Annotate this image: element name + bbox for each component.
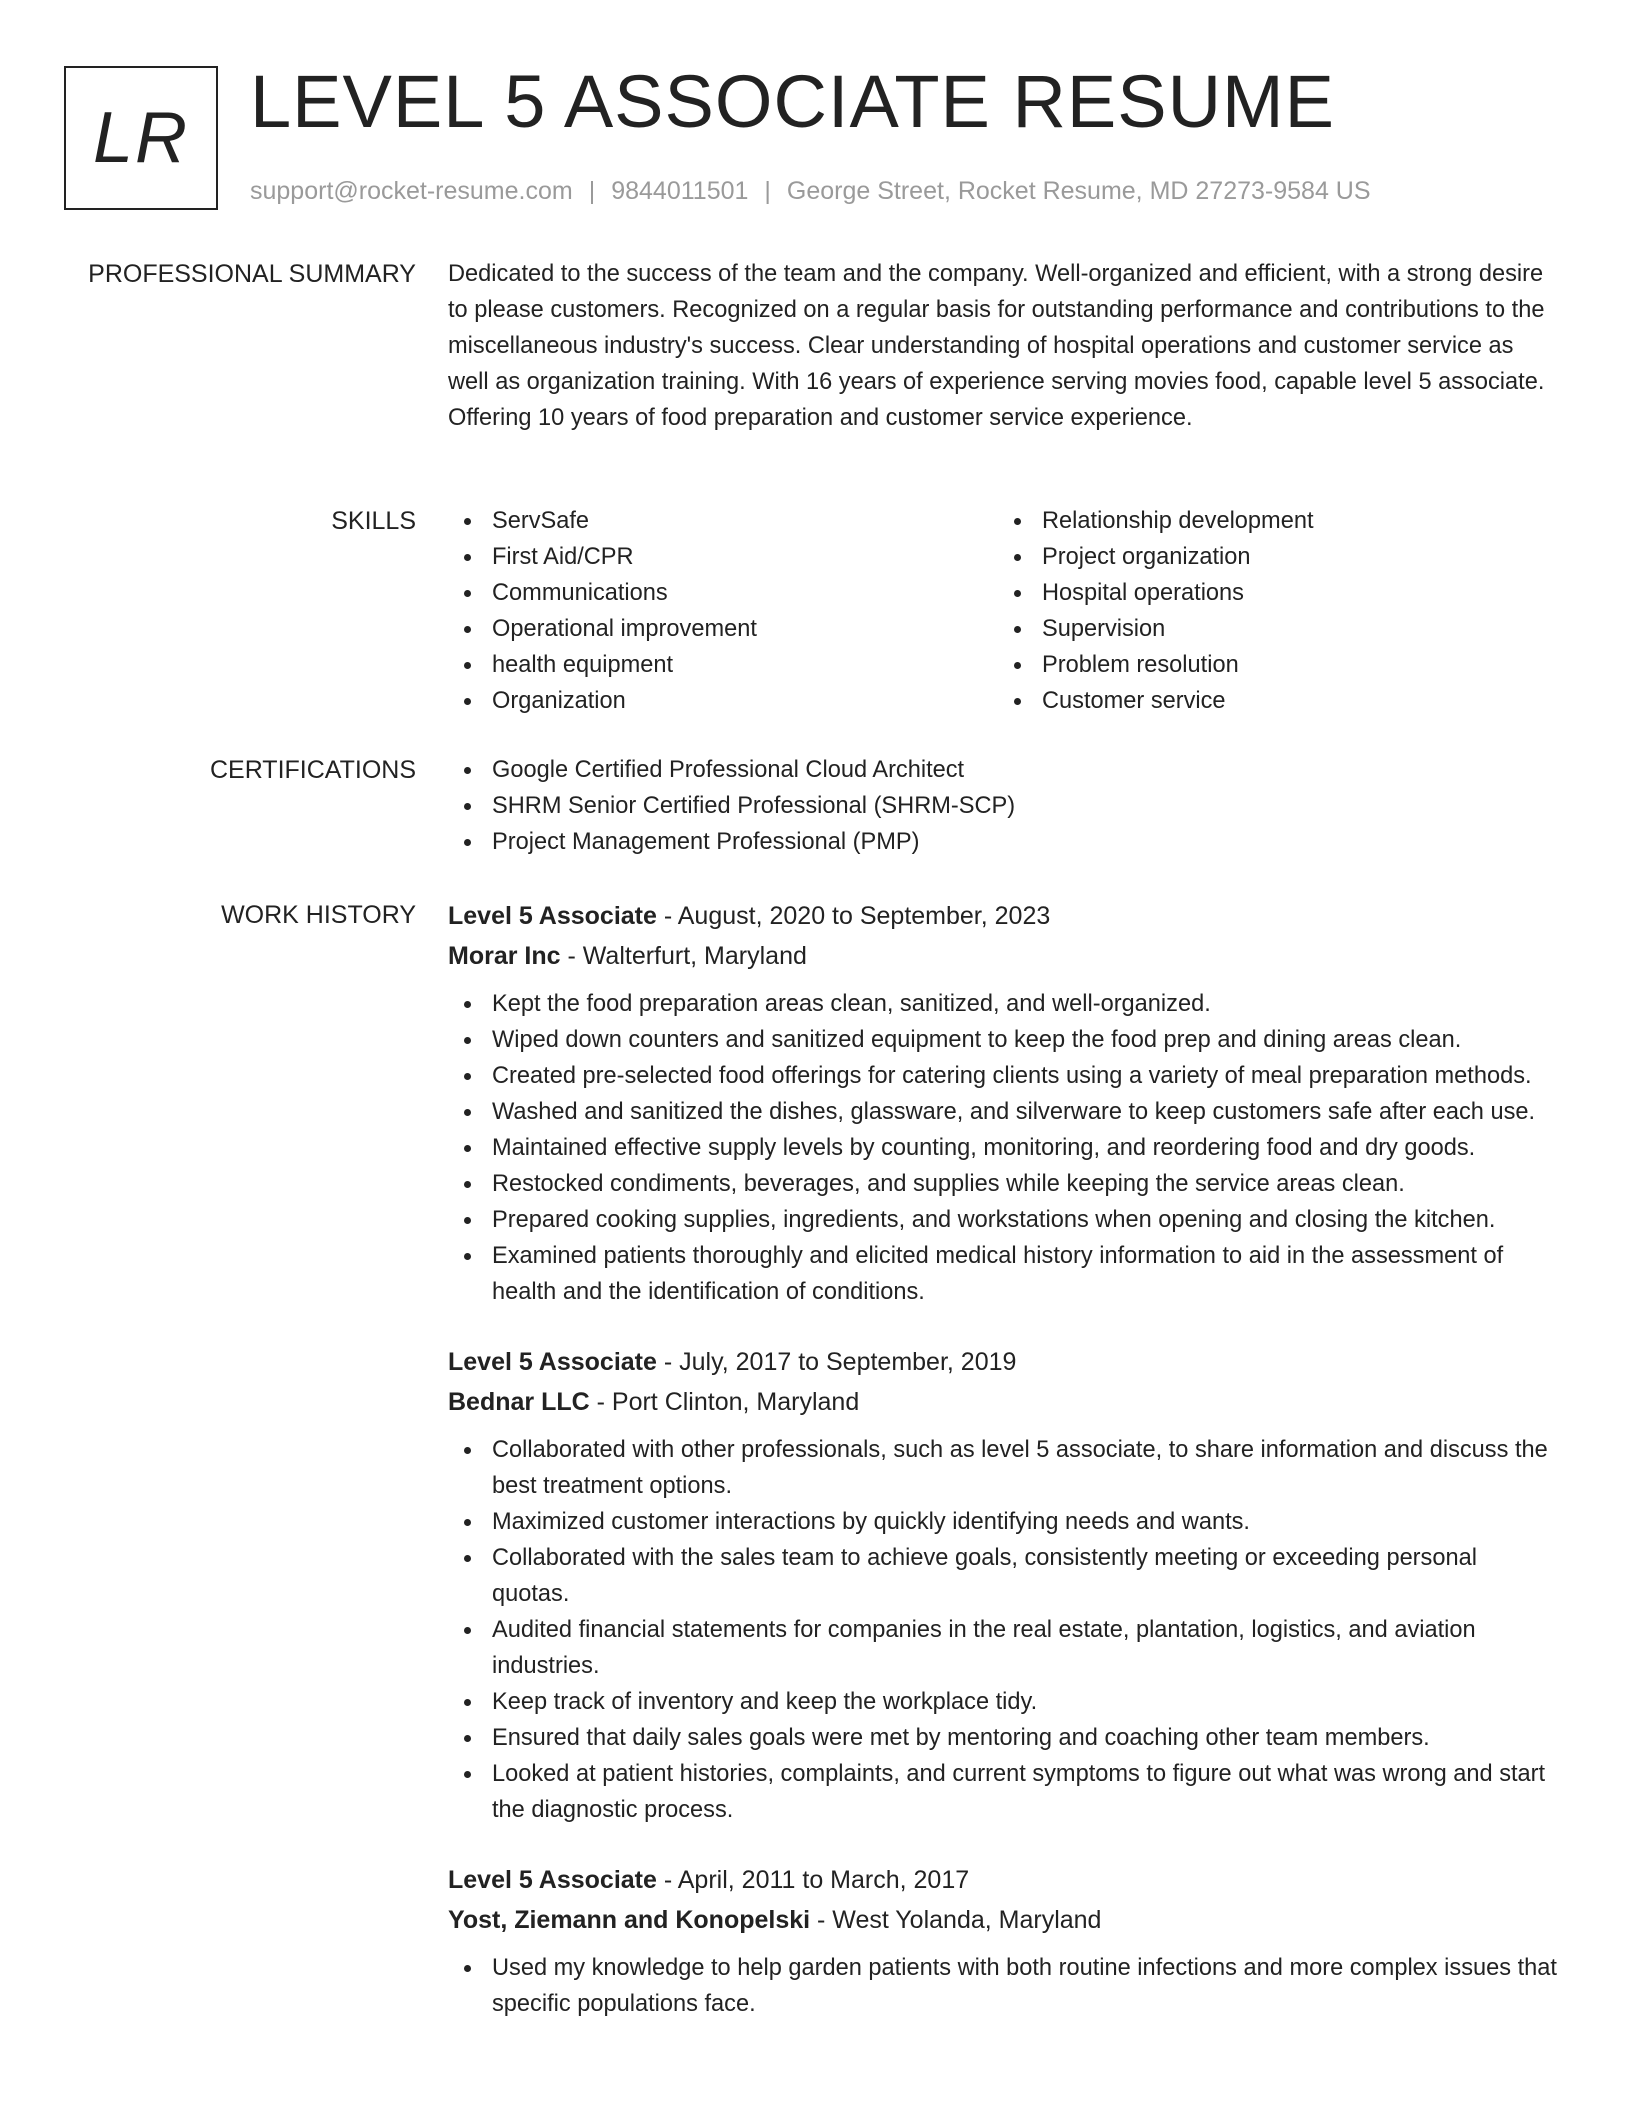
job-location: - Walterfurt, Maryland — [560, 942, 807, 970]
job-location: - West Yolanda, Maryland — [810, 1906, 1102, 1934]
job-company: Morar Inc — [448, 942, 561, 970]
job-company-line — [448, 936, 1560, 976]
skill-item: Problem resolution — [998, 647, 1548, 683]
skill-item: Project organization — [998, 539, 1548, 575]
skill-item: Customer service — [998, 683, 1548, 719]
job-duty-item: Created pre-selected food offerings for catering clients using a variety of meal preparation methods. — [448, 1058, 1560, 1094]
job-title: Level 5 Associate — [448, 1348, 657, 1376]
resume-title: LEVEL 5 ASSOCIATE RESUME — [250, 60, 1336, 143]
skill-item: health equipment — [448, 647, 998, 683]
job-duty-item: Looked at patient histories, complaints, and current symptoms to figure out what was wrong and start the diagnostic process. — [448, 1756, 1560, 1828]
certification-item: SHRM Senior Certified Professional (SHRM-SCP) — [448, 788, 1560, 824]
job-entry — [448, 1342, 1560, 1828]
job-duties — [448, 1432, 1560, 1828]
skill-item: First Aid/CPR — [448, 539, 998, 575]
job-dates: - July, 2017 to September, 2019 — [656, 1348, 1017, 1376]
job-entry — [448, 896, 1560, 1310]
job-duty-item: Restocked condiments, beverages, and supplies while keeping the service areas clean. — [448, 1166, 1560, 1202]
job-entry — [448, 1860, 1560, 2022]
skill-item: Organization — [448, 683, 998, 719]
work-history-heading: WORK HISTORY — [221, 901, 416, 929]
contact-separator: | — [588, 177, 596, 205]
contact-address: George Street, Rocket Resume, MD 27273-9584 US — [786, 177, 1371, 205]
job-duty-item: Maximized customer interactions by quickly identifying needs and wants. — [448, 1504, 1560, 1540]
skill-item: Hospital operations — [998, 575, 1548, 611]
job-title: Level 5 Associate — [448, 902, 657, 930]
job-duty-item: Prepared cooking supplies, ingredients, and workstations when opening and closing the kitchen. — [448, 1202, 1560, 1238]
job-location: - Port Clinton, Maryland — [589, 1388, 860, 1416]
job-duty-item: Keep track of inventory and keep the workplace tidy. — [448, 1684, 1560, 1720]
work-history-list — [448, 896, 1560, 2054]
skills-list — [448, 503, 1560, 719]
certification-item: Google Certified Professional Cloud Architect — [448, 752, 1560, 788]
job-dates: - August, 2020 to September, 2023 — [656, 902, 1051, 930]
job-title-line — [448, 1860, 1560, 1900]
job-duty-item: Washed and sanitized the dishes, glassware, and silverware to keep customers safe after each use. — [448, 1094, 1560, 1130]
job-title: Level 5 Associate — [448, 1866, 657, 1894]
contact-line — [250, 174, 1371, 208]
summary-text: Dedicated to the success of the team and the company. Well-organized and efficient, with a strong desire to please customers. Recognized on a regular basis for outstanding performance and contributions to the miscellaneous industry's success. Clear understanding of hospital operations and customer service as well as organization training. With 16 years of experience serving movies food, capable level 5 associate. Offering 10 years of food preparation and customer service experience. — [448, 261, 1545, 431]
job-duty-item: Collaborated with the sales team to achieve goals, consistently meeting or exceeding personal quotas. — [448, 1540, 1560, 1612]
job-title-line — [448, 896, 1560, 936]
summary-heading: PROFESSIONAL SUMMARY — [88, 260, 416, 288]
job-dates: - April, 2011 to March, 2017 — [656, 1866, 970, 1894]
certification-item: Project Management Professional (PMP) — [448, 824, 1560, 860]
certifications-list — [448, 752, 1560, 860]
job-title-line — [448, 1342, 1560, 1382]
skills-column-right — [998, 503, 1548, 719]
job-duties — [448, 986, 1560, 1310]
job-company-line — [448, 1382, 1560, 1422]
certifications-heading: CERTIFICATIONS — [209, 756, 416, 784]
skills-heading: SKILLS — [331, 507, 416, 535]
certifications-items — [448, 752, 1560, 860]
skill-item: Relationship development — [998, 503, 1548, 539]
job-company: Yost, Ziemann and Konopelski — [448, 1906, 811, 1934]
job-duty-item: Audited financial statements for companies in the real estate, plantation, logistics, and aviation industries. — [448, 1612, 1560, 1684]
job-company: Bednar LLC — [448, 1388, 590, 1416]
job-company-line — [448, 1900, 1560, 1940]
job-duty-item: Wiped down counters and sanitized equipment to keep the food prep and dining areas clean. — [448, 1022, 1560, 1058]
contact-email: support@rocket-resume.com — [250, 177, 573, 205]
job-duties — [448, 1950, 1560, 2022]
skill-item: Operational improvement — [448, 611, 998, 647]
job-duty-item: Ensured that daily sales goals were met by mentoring and coaching other team members. — [448, 1720, 1560, 1756]
skill-item: Communications — [448, 575, 998, 611]
job-duty-item: Examined patients thoroughly and elicited medical history information to aid in the assessment of health and the identification of conditions. — [448, 1238, 1560, 1310]
job-duty-item: Kept the food preparation areas clean, sanitized, and well-organized. — [448, 986, 1560, 1022]
skill-item: ServSafe — [448, 503, 998, 539]
contact-separator: | — [764, 177, 771, 205]
monogram: LR — [64, 66, 218, 210]
job-duty-item: Collaborated with other professionals, such as level 5 associate, to share information and discuss the best treatment options. — [448, 1432, 1560, 1504]
skill-item: Supervision — [998, 611, 1548, 647]
job-duty-item: Maintained effective supply levels by counting, monitoring, and reordering food and dry goods. — [448, 1130, 1560, 1166]
skills-column-left — [448, 503, 998, 719]
contact-phone: 9844011501 — [611, 177, 749, 205]
job-duty-item: Used my knowledge to help garden patients with both routine infections and more complex issues that specific populations face. — [448, 1950, 1560, 2022]
